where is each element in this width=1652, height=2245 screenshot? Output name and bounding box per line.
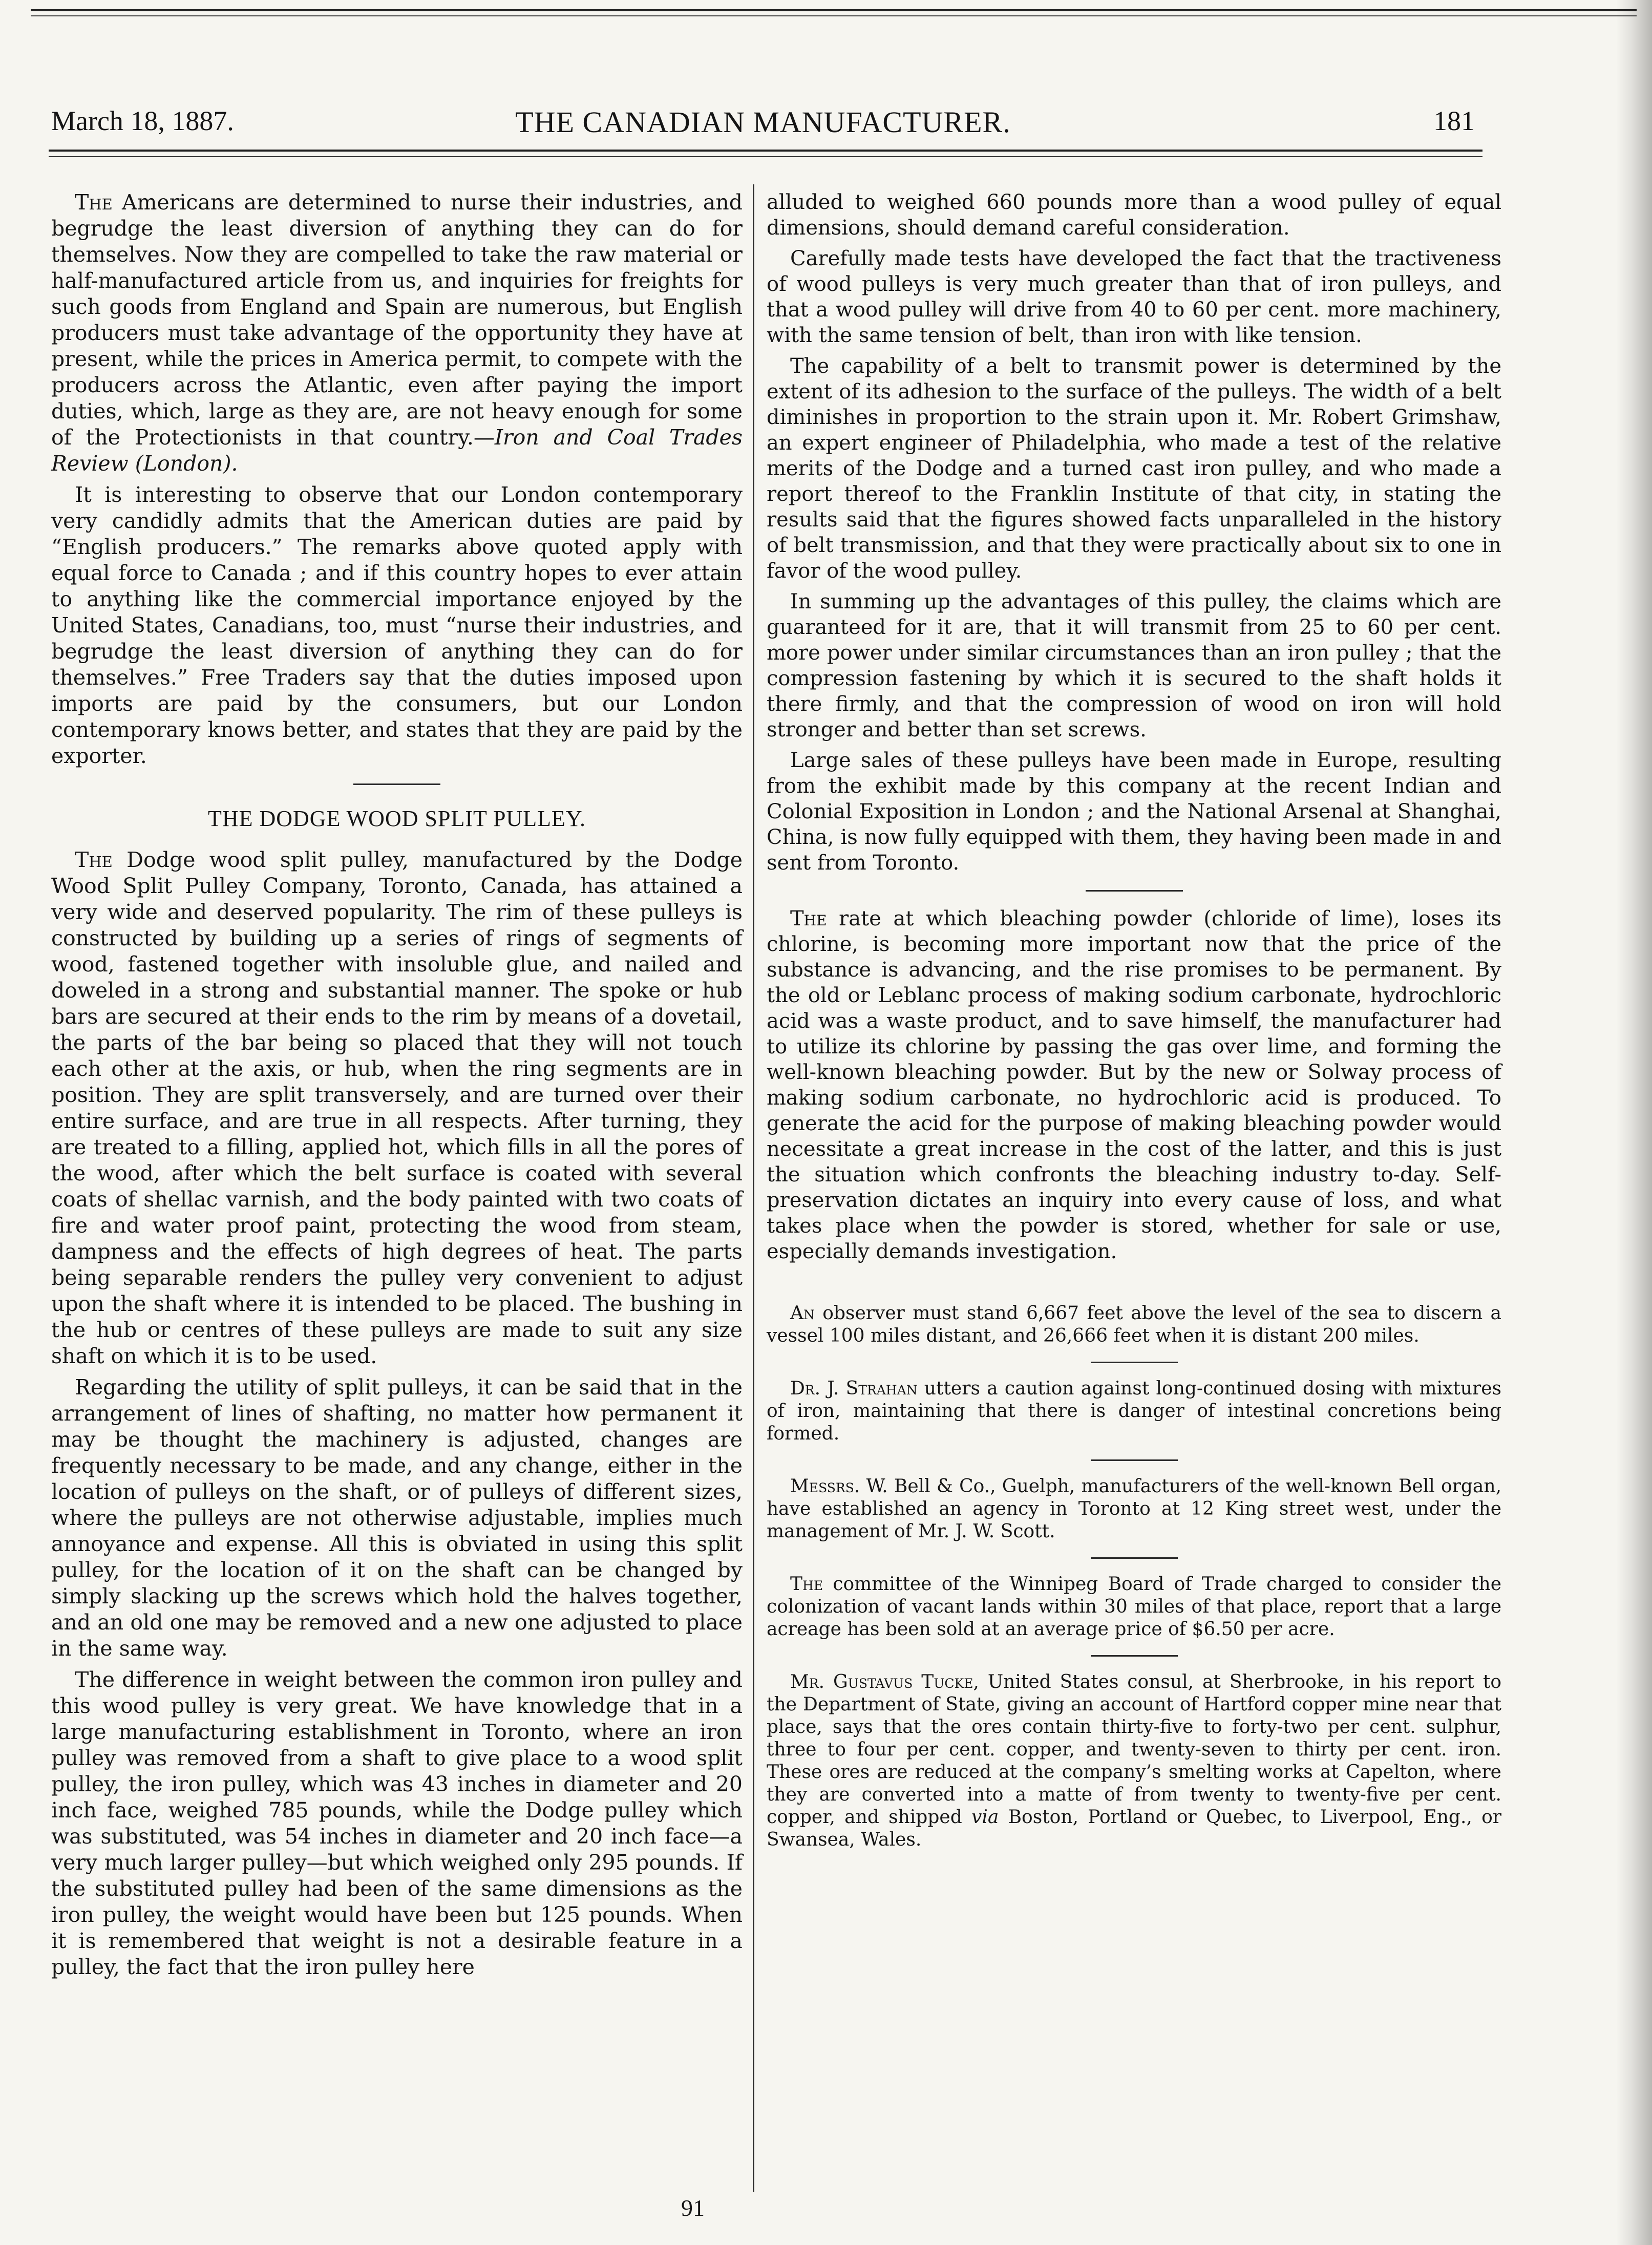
item-strahan bbox=[767, 1378, 1501, 1445]
paragraph-text: United States consul, at Sherbrooke, in his report to the Department of State, giving an account of Hartford copper mine near that place, says that the ores contain thirty-five to forty-two per cent. sulphur, three to four per cent. copper, and twenty-seven to thirty per cent. iron. These ores are reduced at the company’s smelting works at Capelton, where they are converted into a matte of from twenty to twenty-five per cent. copper, and shipped bbox=[767, 1671, 1502, 1828]
item-winnipeg bbox=[767, 1573, 1501, 1641]
top-edge-rule-thin bbox=[31, 15, 1637, 16]
paragraph-text: observer must stand 6,667 feet above the level of the sea to discern a vessel 100 miles distant, and 26,666 feet when it is distant 200 miles. bbox=[767, 1303, 1501, 1346]
lead-word: Mr. Gustavus Tucke, bbox=[790, 1671, 979, 1692]
section-title: THE DODGE WOOD SPLIT PULLEY. bbox=[207, 806, 586, 831]
paragraph-text: utters a caution against long-continued dosing with mixtures of iron, maintaining that there is danger of intestinal concretions being formed. bbox=[767, 1378, 1501, 1444]
left-column bbox=[51, 189, 743, 1985]
italic-word: via bbox=[971, 1807, 999, 1828]
dodge-paragraph-sales: Large sales of these pulleys have been made in Europe, resulting from the exhibit made by this company at the recent Indian and Colonial Exposition in London ; and the National Arsenal at Shanghai, China, is now fully equipped with them, they having been made in and sent from Toronto. bbox=[767, 749, 1501, 875]
spacer bbox=[1086, 1279, 1183, 1288]
page-number: 181 bbox=[1433, 105, 1475, 136]
lead-word: An bbox=[790, 1303, 815, 1324]
item-rule bbox=[1091, 1557, 1178, 1559]
column-divider bbox=[753, 184, 754, 2192]
paragraph-text: committee of the Winnipeg Board of Trade charged to consider the colonization of vacant lands within 30 miles of that place, report that a large acreage has been sold at an average price of $6.50 per acre. bbox=[767, 1574, 1501, 1640]
binding-shadow bbox=[1616, 0, 1652, 2245]
running-head bbox=[51, 105, 1475, 146]
dodge-paragraph-belt: The capability of a belt to transmit power is determined by the extent of its adhesion to the surface of the pulleys. The width of a belt diminishes in proportion to the strain upon it. Mr. Robert Grimshaw, an expert engineer of Philadelphia, who made a test of the relative merits of the Dodge and a turned cast iron pulley, and who made a report thereof to the Franklin Institute of that city, in stating the results said that the figures showed facts unparalleled in the history of belt transmission, and that they were practically about six to one in favor of the wood pulley. bbox=[767, 354, 1501, 583]
lead-word: The bbox=[75, 190, 113, 215]
paragraph-text: W. Bell & Co., Guelph, manufacturers of the well-known Bell organ, have established an agency in Toronto at 12 King street west, under the management of Mr. J. W. Scott. bbox=[767, 1476, 1501, 1542]
section-rule bbox=[353, 783, 440, 785]
dodge-paragraph-2: Regarding the utility of split pulleys, it can be said that in the arrangement of lines of shafting, no matter how permanent it may be thought the machinery is adjusted, changes are frequently necessary to be made, and any change, either in the location of pulleys on the shaft, or of pulleys of different sizes, where the pulleys are not otherwise adjustable, implies much annoyance and expense. All this is obviated in using this split pulley, for the location of it on the shaft can be changed by simply slacking up the screws which hold the halves together, and an old one may be removed and a new one adjusted to place in the same way. bbox=[51, 1375, 743, 1661]
dodge-paragraph-summary: In summing up the advantages of this pulley, the claims which are guaranteed for it are, that it will transmit from 25 to 60 per cent. more power under similar circumstances than an iron pulley ; that the compression fastening by which it is secured to the shaft holds it there firmly, and that the compression of wood on iron will hold stronger and better than set screws. bbox=[767, 590, 1501, 742]
top-edge-rule bbox=[31, 9, 1637, 11]
item-observer bbox=[767, 1302, 1501, 1347]
dodge-paragraph-1 bbox=[51, 847, 743, 1369]
article-americans bbox=[51, 189, 743, 477]
article-text: Americans are determined to nurse their industries, and begrudge the least diversion of anything they can do for themselves. Now they are compelled to take the raw material or half-manufactured article from us, and inquiries for freights for such goods from England and Spain are numerous, but English producers must take advantage of the opportunity they have at present, while the prices in America permit, to compete with the producers across the Atlantic, even after paying the import duties, which, large as they are, are not heavy enough for some of the Protectionists in that country.— bbox=[51, 190, 743, 450]
issue-date: March 18, 1887. bbox=[51, 105, 234, 136]
item-rule bbox=[1091, 1362, 1178, 1363]
lead-word: Dr. J. Strahan bbox=[790, 1378, 918, 1399]
article-bleaching-powder bbox=[767, 906, 1501, 1264]
lead-word: The bbox=[790, 1574, 823, 1595]
lead-word: Messrs. bbox=[790, 1476, 860, 1497]
paragraph-text-end: Boston, Portland or Quebec, to Liverpool, Eng., or Swansea, Wales. bbox=[767, 1807, 1501, 1850]
lead-word: The bbox=[75, 848, 113, 872]
item-rule bbox=[1091, 1655, 1178, 1657]
dodge-paragraph-tests: Carefully made tests have developed the fact that the tractiveness of wood pulleys is very much greater than that of iron pulleys, and that a wood pulley will drive from 40 to 60 per cent. more machinery, with the same tension of belt, than iron with like tension. bbox=[767, 247, 1501, 347]
lead-word: The bbox=[790, 907, 827, 930]
item-bell bbox=[767, 1475, 1501, 1543]
header-rule-thin bbox=[49, 156, 1482, 157]
dodge-paragraph-3: The difference in weight between the common iron pulley and this wood pulley is very great. We have knowledge that in a large manufacturing establishment in Toronto, where an iron pulley was removed from a shaft to give place to a wood split pulley, the iron pulley, which was 43 inches in diameter and 20 inch face, weighed 785 pounds, while the Dodge pulley which was substituted, was 54 inches in diameter and 20 inch face—a very much larger pulley—but which weighed only 295 pounds. If the substituted pulley had been of the same dimensions as the iron pulley, the weight would have been but 125 pounds. When it is remembered that weight is not a desirable feature in a pulley, the fact that the iron pulley here bbox=[51, 1667, 743, 1979]
section-rule bbox=[1086, 890, 1183, 892]
folio-number: 91 bbox=[681, 2195, 705, 2221]
right-column bbox=[767, 189, 1501, 1856]
article-london-contemporary: It is interesting to observe that our London contemporary very candidly admits that the American duties are paid by “English producers.” The remarks above quoted apply with equal force to Canada ; and if this country hopes to ever attain to anything like the commercial importance enjoyed by the United States, Canadians, too, must “nurse their industries, and begrudge the least diversion of anything they can do for themselves.” Free Traders say that the duties imposed upon imports are paid by the consumers, but our London contemporary knows better, and states that they are paid by the exporter. bbox=[51, 482, 743, 768]
source-citation: Iron and Coal Trades Review (London). bbox=[51, 425, 743, 476]
paragraph-text: rate at which bleaching powder (chloride of lime), loses its chlorine, is becoming more important now that the price of the substance is advancing, and the rise promises to be permanent. By the old or Leblanc process of making sodium carbonate, hydrochloric acid was a waste product, and to save himself, the manufacturer had to utilize its chlorine by passing the gas over lime, and forming the well-known bleaching powder. But by the new or Solway process of making sodium carbonate, no hydrochloric acid is produced. To generate the acid for the purpose of making bleaching powder would necessitate a great increase in the cost of the latter, and this is just the situation which confronts the bleaching industry to-day. Self-preservation dictates an inquiry into every cause of loss, and what takes place when the powder is stored, whether for sale or use, especially demands investigation. bbox=[767, 907, 1501, 1263]
header-rule bbox=[49, 150, 1482, 152]
item-rule bbox=[1091, 1459, 1178, 1461]
item-tucke bbox=[767, 1671, 1501, 1851]
publication-title: THE CANADIAN MANUFACTURER. bbox=[515, 105, 1011, 139]
dodge-continuation: alluded to weighed 660 pounds more than a wood pulley of equal dimensions, should demand careful consideration. bbox=[767, 190, 1501, 240]
paragraph-text: Dodge wood split pulley, manufactured by the Dodge Wood Split Pulley Company, Toronto, Canada, has attained a very wide and deserved popularity. The rim of these pulleys is constructed by building up a series of rings of segments of wood, fastened together with insoluble glue, and nailed and doweled in a strong and substantial manner. The spoke or hub bars are secured at their ends to the rim by means of a dovetail, the parts of the bar being so placed that they will not touch each other at the axis, or hub, when the ring segments are in position. They are split transversely, and are turned over their entire surface, and are true in all respects. After turning, they are treated to a filling, applied hot, which fills in all the pores of the wood, after which the belt surface is coated with several coats of shellac varnish, and the body painted with two coats of fire and water proof paint, protecting the wood from steam, dampness and the effects of high degrees of heat. The parts being separable renders the pulley very convenient to adjust upon the shaft where it is intended to be placed. The bushing in the hub or centres of these pulleys are made to suit any size shaft on which it is to be used. bbox=[51, 848, 743, 1368]
